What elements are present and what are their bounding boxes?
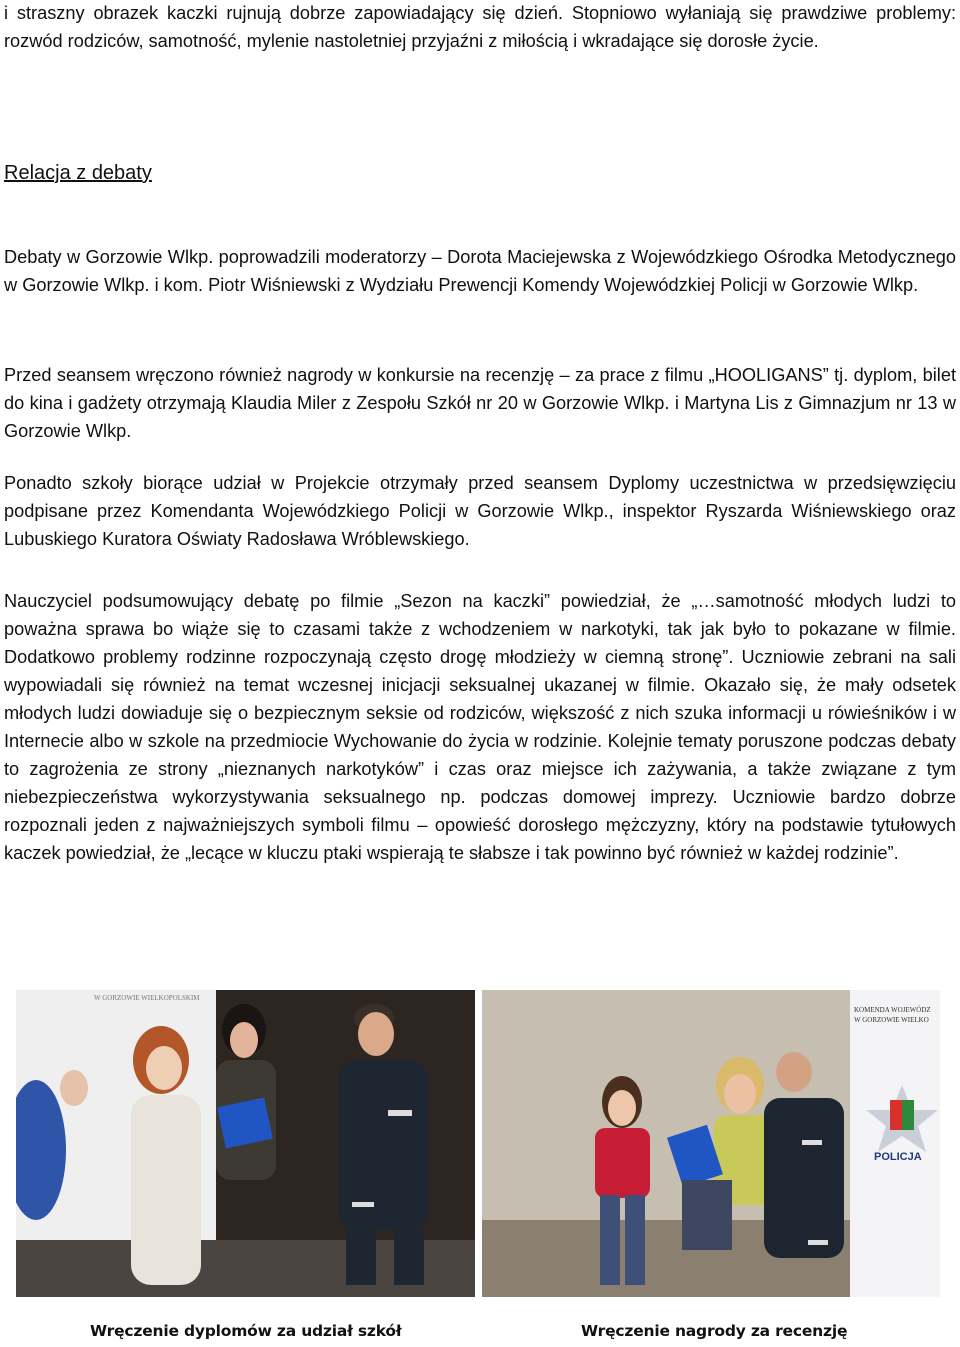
diplomas-paragraph: Ponadto szkoły biorące udział w Projekcie otrzymały przed seansem Dyplomy uczestnictwa w przedsięwzięciu podpisane przez Komendanta Wojewódzkiego Policji w Gorzowie Wlkp., inspektor Ryszarda Wiśniewskiego oraz Lubuskiego Kuratora Oświaty Radosława Wróblewskiego. (4, 473, 956, 549)
awards-paragraph: Przed seansem wręczono również nagrody w konkursie na recenzję – za prace z filmu „HOOLIGANS” tj. dyplom, bilet do kina i gadżety otrzymają Klaudia Miler z Zespołu Szkół nr 20 w Gorzowie Wlkp. i Martyna Lis z Gimnazjum nr 13 w Gorzowie Wlkp. (4, 365, 956, 441)
intro-paragraph: i straszny obrazek kaczki rujnują dobrze zapowiadający się dzień. Stopniowo wyłaniają się prawdziwe problemy: rozwód rodziców, samotność, mylenie nastoletniej przyjaźni z miłością i wkradające się dorosłe życie. (4, 3, 956, 51)
right-banner-text-1: KOMENDA WOJEWÓDZ (854, 1006, 931, 1014)
police-label: POLICJA (874, 1151, 922, 1163)
teacher-summary-paragraph: Nauczyciel podsumowujący debatę po filmie „Sezon na kaczki” powiedział, że „…samotność młodych ludzi to poważna sprawa bo wiąże się to czasami także z wchodzeniem w narkotyki, tak jak było to pokazane w filmie. Dodatkowo problemy rodzinne rozpoczynają często drogę młodzieży w ciemną stronę”. Uczniowie zebrani na sali wypowiadali się również na temat wczesnej inicjacji seksualnej ukazanej w filmie. Okazało się, że mały odsetek młodych ludzi dowiaduje się o bezpiecznym seksie od rodziców, większość z nich szuka informacji u rówieśników i w Internecie albo w szkole na przedmiocie Wychowanie do życia w rodzinie. Kolejnie tematy poruszone podczas debaty to zagrożenia ze strony „nieznanych narkotyków” i czas oraz miejsce ich zażywania, a także związane z tym niebezpieczeństwa wykorzystywania seksualnego np. podczas domowej imprezy. Uczniowie bardzo dobrze rozpoznali jeden z najważniejszych symboli filmu – opowieść dorosłego mężczyzny, który na podstawie tytułowych kaczek powiedział, że „lecące w kluczu ptaki wspierają te słabsze i tak powinno być również w każdej rodzinie”. (4, 591, 956, 863)
left-banner-text: W GORZOWIE WIELKOPOLSKIM (94, 994, 200, 1002)
right-banner-text-2: W GORZOWIE WIELKO (854, 1016, 929, 1024)
section-heading-link[interactable]: Relacja z debaty (4, 162, 152, 184)
photo-review-award (482, 990, 940, 1297)
photo-diploma-handover (16, 990, 475, 1297)
debates-paragraph: Debaty w Gorzowie Wlkp. poprowadzili moderatorzy – Dorota Maciejewska z Wojewódzkiego Ośrodka Metodycznego w Gorzowie Wlkp. i kom. Piotr Wiśniewski z Wydziału Prewencji Komendy Wojewódzkiej Policji w Gorzowie Wlkp. (4, 247, 956, 295)
caption-right: Wręczenie nagrody za recenzję (581, 1322, 848, 1340)
photo-review-award-illustration (482, 990, 940, 1297)
photo-diploma-handover-illustration (16, 990, 475, 1297)
caption-left: Wręczenie dyplomów za udział szkół (90, 1322, 402, 1340)
